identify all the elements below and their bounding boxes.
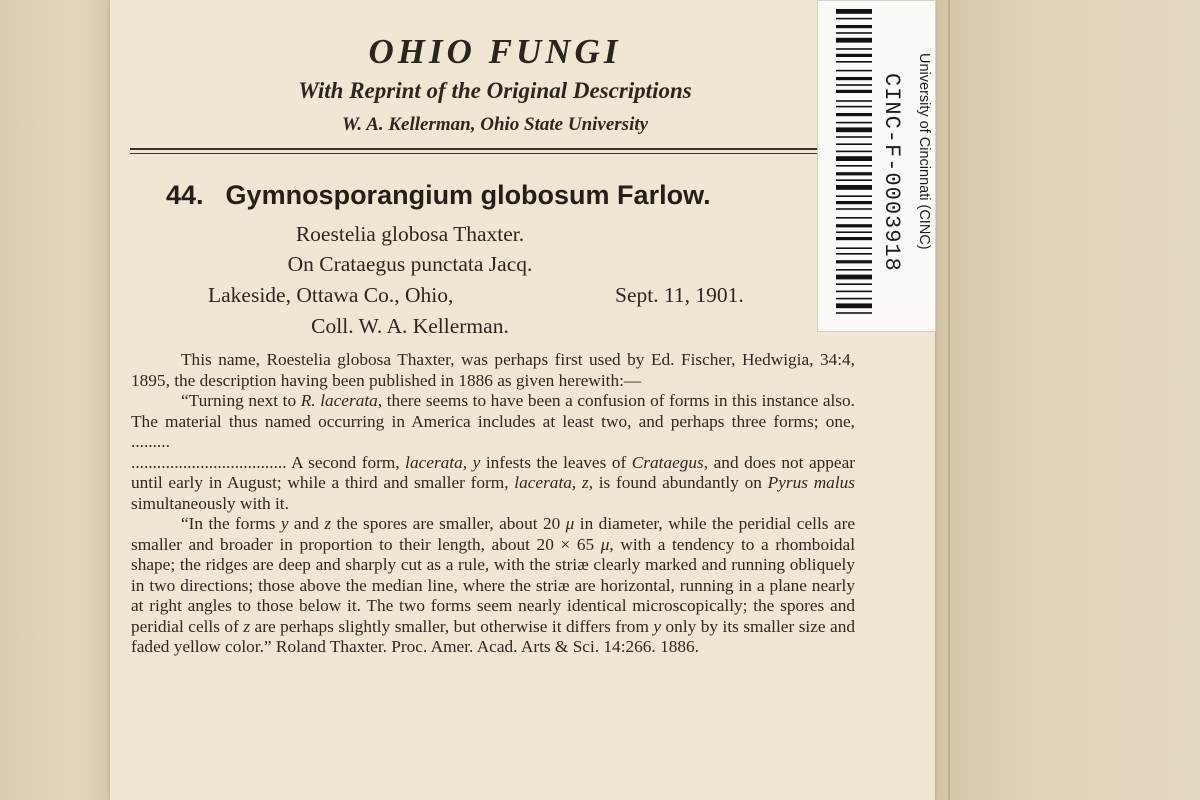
background-left [0, 0, 110, 800]
sheet-edge [948, 0, 950, 800]
institution-name: University of Cincinnati (CINC) [916, 53, 932, 250]
series-author: W. A. Kellerman, Ohio State University [341, 114, 649, 135]
collector: Coll. W. A. Kellerman. [311, 314, 509, 338]
description-paragraph: This name, Roestelia globosa Thaxter, was perhaps first used by Ed. Fischer, Hedwigia, 34:4, 1895, the description having been published in 1886 as given herewith:— [131, 350, 855, 390]
locality: Lakeside, Ottawa Co., Ohio, [208, 283, 454, 307]
description-text [131, 350, 855, 658]
specimen-barcode-tag [817, 0, 936, 332]
divider-rule [130, 148, 820, 150]
barcode-icon [836, 9, 872, 319]
collection-date: Sept. 11, 1901. [615, 283, 744, 307]
divider-rule [130, 153, 820, 154]
synonym: Roestelia globosa Thaxter. [295, 222, 525, 246]
background-right [935, 0, 1200, 800]
herbarium-label [110, 0, 935, 800]
description-paragraph: “Turning next to R. lacerata, there seems to have been a confusion of forms in this instance also. The material thus named occurring in America includes at least two, and perhaps three forms; one, ......... [131, 391, 855, 451]
host: On Crataegus punctata Jacq. [287, 252, 533, 276]
species-name: Gymnosporangium globosum Farlow. [225, 180, 711, 210]
description-paragraph: “In the forms y and z the spores are smaller, about 20 μ in diameter, while the peridial cells are smaller and broader in proportion to their length, about 20 × 65 μ, with a tendency to a rhomboidal shape; the ridges are deep and sharply cut as a rule, with the striæ clearly marked and running obliquely in two directions; those above the median line, where the striæ are horizontal, running in a plane nearly at right angles to those below it. The two forms seem nearly identical microscopically; the spores and peridial cells of z are perhaps slightly smaller, but otherwise it differs from y only by its smaller size and faded yellow color.” Roland Thaxter. Proc. Amer. Acad. Arts & Sci. 14:266. 1886. [131, 514, 856, 656]
series-subtitle: With Reprint of the Original Descriptions [298, 78, 692, 103]
species-heading [166, 180, 711, 211]
specimen-number: 44. [166, 180, 204, 210]
series-title: OHIO FUNGI [368, 32, 622, 71]
description-paragraph: .................................... A second form, lacerata, y infests the leaves of Crataegus, and does not appear until early in August; while a third and smaller form, lacerata, z, is found abundantly on Pyrus malus simultaneously with it. [131, 452, 856, 513]
catalog-number: CINC-F-0003918 [879, 73, 904, 272]
